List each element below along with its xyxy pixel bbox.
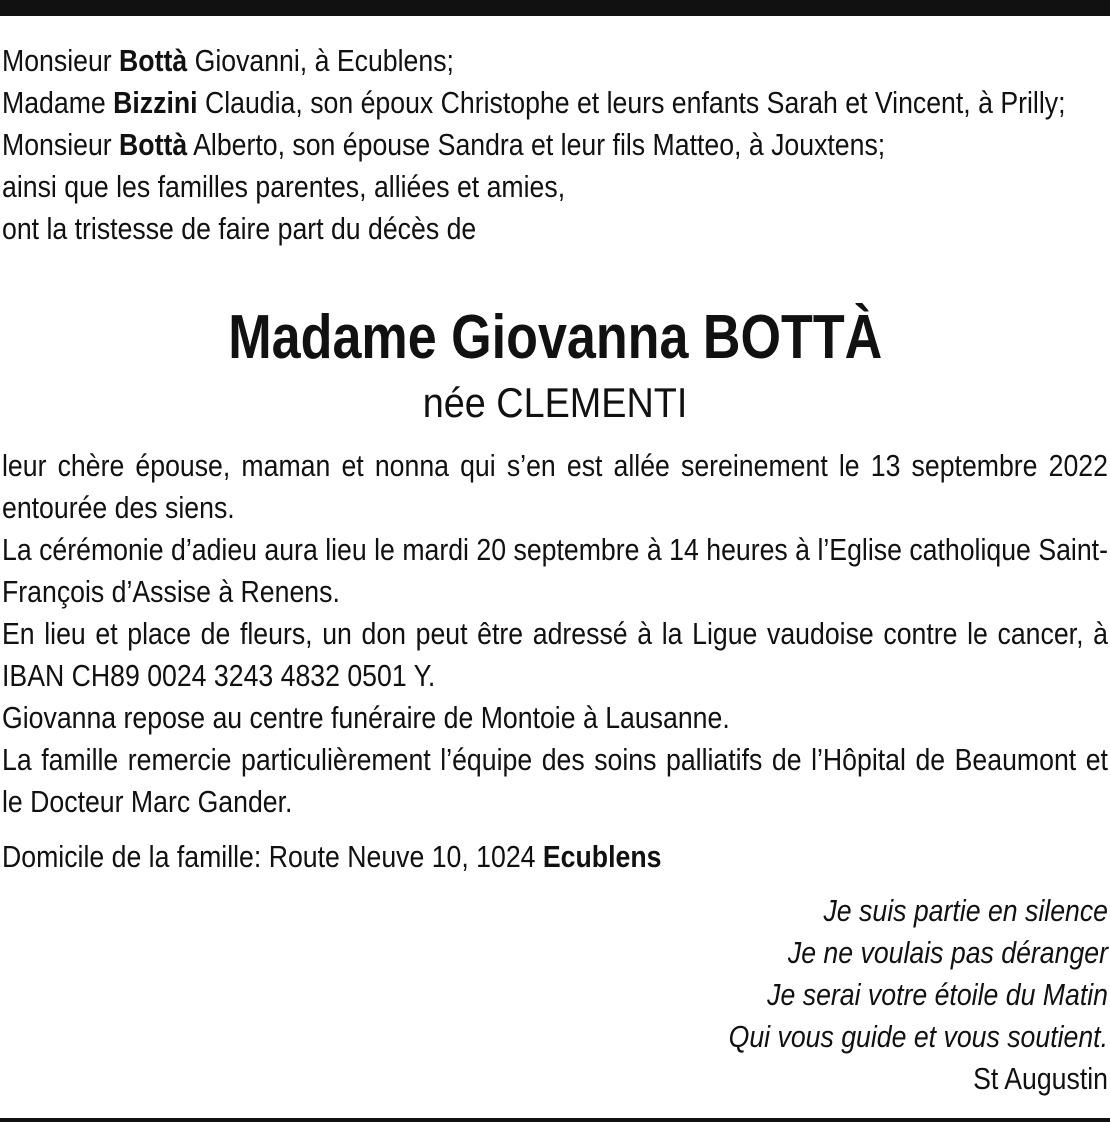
body-paragraph-5: La famille remercie particulièrement l’équipe des soins palliatifs de l’Hôpital de Beaumont et le Docteur Marc Gander. (2, 742, 1108, 819)
poem (2, 890, 1108, 1100)
body-paragraph-1: leur chère épouse, maman et nonna qui s’en est allée sereinement le 13 septembre 2022 entourée des siens. (2, 448, 1108, 525)
poem-line-1: Je suis partie en silence (823, 893, 1108, 928)
poem-line-2: Je ne voulais pas déranger (787, 935, 1108, 970)
announcement-body (2, 445, 1108, 823)
poem-line-3: Je serai votre étoile du Matin (767, 977, 1108, 1012)
family-line-4: ainsi que les familles parentes, alliées et amies, (2, 169, 566, 204)
family-line-5: ont la tristesse de faire part du décès de (2, 211, 477, 246)
deceased-name: Madame Giovanna BOTTÀ (227, 303, 882, 372)
family-line-2: Madame Bizzini Claudia, son époux Christophe et leurs enfants Sarah et Vincent, à Prilly; (2, 85, 1066, 120)
poem-line-4: Qui vous guide et vous soutient. (728, 1019, 1108, 1054)
family-line-3: Monsieur Bottà Alberto, son épouse Sandra et leur fils Matteo, à Jouxtens; (2, 127, 886, 162)
address-line: Domicile de la famille: Route Neuve 10, 1024 Ecublens (2, 839, 662, 874)
body-paragraph-2: La cérémonie d’adieu aura lieu le mardi 20 septembre à 14 heures à l’Eglise catholique Saint-François d’Assise à Renens. (2, 532, 1108, 609)
body-paragraph-4: Giovanna repose au centre funéraire de Montoie à Lausanne. (2, 700, 730, 735)
poem-author: St Augustin (973, 1061, 1108, 1096)
body-paragraph-3: En lieu et place de fleurs, un don peut être adressé à la Ligue vaudoise contre le cancer, à IBAN CH89 0024 3243 4832 0501 Y. (2, 616, 1108, 693)
top-border (0, 0, 1110, 16)
bottom-border (0, 1118, 1110, 1122)
maiden-name-row (0, 378, 1110, 428)
maiden-name: née CLEMENTI (422, 379, 688, 426)
family-line-1: Monsieur Bottà Giovanni, à Ecublens; (2, 43, 454, 78)
family-list (2, 40, 1108, 250)
family-address (2, 836, 1108, 878)
deceased-name-row (0, 298, 1110, 378)
